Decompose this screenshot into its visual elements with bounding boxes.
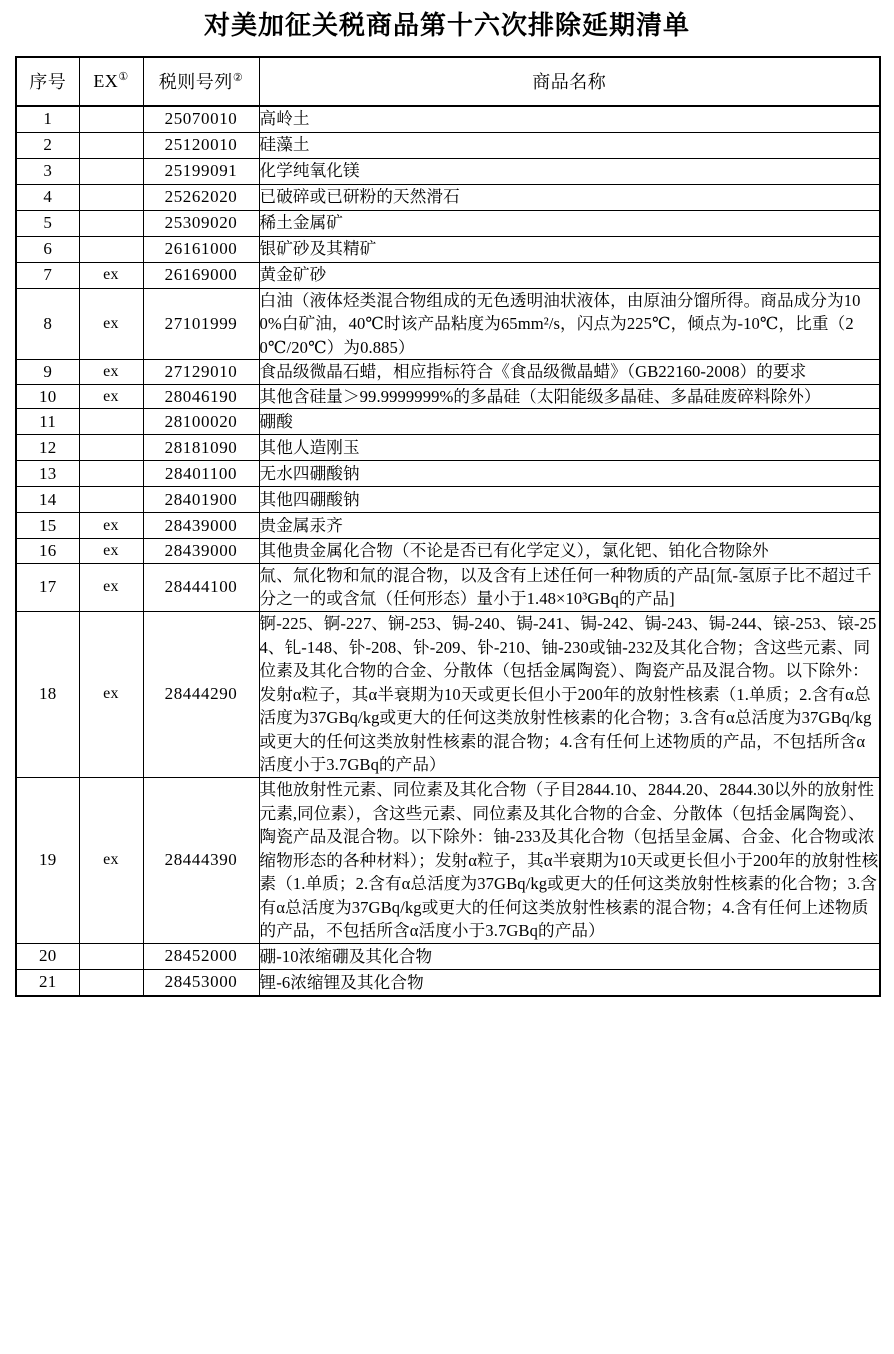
exclusion-list-table [15,56,881,997]
cell-commodity-name: 氚、氚化物和氚的混合物，以及含有上述任何一种物质的产品[氚-氢原子比不超过千分之一的或含氚（任何形态）量小于1.48×10³GBq的产品] [259,563,880,611]
column-header-tariff-code [143,57,259,106]
cell-sequence: 11 [16,409,79,435]
cell-ex-flag: ex [79,288,143,360]
cell-commodity-name: 锕-225、锕-227、锎-253、锔-240、锔-241、锔-242、锔-243、锔-244、锿-253、锿-254、钆-148、钋-208、钋-209、钋-210、铀-230或铀-232及其化合物；含这些元素、同位素及其化合物的合金、分散体（包括金属陶瓷）、陶瓷产品及混合物。以下除外：发射α粒子，其α半衰期为10天或更长但小于200年的放射性核素（1.单质；2.含有α总活度为37GBq/kg或更大的任何这类放射性核素的化合物；3.含有α总活度为37GBq/kg或更大的任何这类放射性核素的混合物；4.含有任何上述物质的产品，不包括所含α活度小于3.7GBq的产品） [259,612,880,778]
cell-sequence: 18 [16,612,79,778]
table-row [16,236,880,262]
cell-ex-flag: ex [79,513,143,539]
cell-sequence: 7 [16,262,79,288]
table-row [16,461,880,487]
cell-ex-flag [79,106,143,133]
cell-ex-flag: ex [79,777,143,943]
cell-sequence: 20 [16,943,79,969]
cell-sequence: 6 [16,236,79,262]
table-row [16,288,880,360]
cell-tariff-code: 28444100 [143,563,259,611]
cell-tariff-code: 25199091 [143,158,259,184]
cell-tariff-code: 28439000 [143,513,259,539]
cell-tariff-code: 25120010 [143,132,259,158]
cell-tariff-code: 28401900 [143,487,259,513]
cell-ex-flag: ex [79,262,143,288]
cell-tariff-code: 25309020 [143,210,259,236]
cell-tariff-code: 26161000 [143,236,259,262]
cell-sequence: 8 [16,288,79,360]
cell-tariff-code: 27129010 [143,360,259,385]
table-row [16,132,880,158]
cell-commodity-name: 稀土金属矿 [259,210,880,236]
column-header-sequence [16,57,79,106]
cell-tariff-code: 25070010 [143,106,259,133]
table-body [16,106,880,996]
cell-sequence: 5 [16,210,79,236]
cell-sequence: 10 [16,384,79,409]
cell-ex-flag [79,943,143,969]
cell-ex-flag [79,132,143,158]
cell-commodity-name: 贵金属汞齐 [259,513,880,539]
cell-tariff-code: 28444290 [143,612,259,778]
cell-commodity-name: 硼-10浓缩硼及其化合物 [259,943,880,969]
cell-ex-flag: ex [79,384,143,409]
cell-commodity-name: 化学纯氧化镁 [259,158,880,184]
cell-commodity-name: 其他含硅量＞99.9999999%的多晶硅（太阳能级多晶硅、多晶硅废碎料除外） [259,384,880,409]
cell-ex-flag: ex [79,563,143,611]
cell-ex-flag [79,184,143,210]
page-title: 对美加征关税商品第十六次排除延期清单 [203,10,690,40]
table-row [16,409,880,435]
cell-commodity-name: 银矿砂及其精矿 [259,236,880,262]
cell-ex-flag [79,236,143,262]
table-row [16,435,880,461]
cell-tariff-code: 28181090 [143,435,259,461]
column-header-commodity-name-label: 商品名称 [532,72,607,92]
cell-sequence: 4 [16,184,79,210]
cell-sequence: 21 [16,969,79,996]
column-header-tariff-code-label: 税则号列 [158,72,233,92]
cell-sequence: 12 [16,435,79,461]
cell-commodity-name: 硼酸 [259,409,880,435]
cell-ex-flag [79,969,143,996]
cell-commodity-name: 已破碎或已研粉的天然滑石 [259,184,880,210]
footnote-marker-2: ② [232,72,244,84]
cell-ex-flag [79,461,143,487]
table-row [16,969,880,996]
column-header-sequence-label: 序号 [29,72,67,92]
cell-commodity-name: 高岭土 [259,106,880,133]
cell-commodity-name: 无水四硼酸钠 [259,461,880,487]
cell-tariff-code: 28444390 [143,777,259,943]
table-header-row [16,57,880,106]
cell-tariff-code: 28452000 [143,943,259,969]
cell-tariff-code: 28453000 [143,969,259,996]
cell-ex-flag [79,210,143,236]
cell-sequence: 17 [16,563,79,611]
table-row [16,210,880,236]
column-header-ex [79,57,143,106]
table-row [16,487,880,513]
cell-commodity-name: 锂-6浓缩锂及其化合物 [259,969,880,996]
cell-tariff-code: 28100020 [143,409,259,435]
cell-ex-flag [79,435,143,461]
footnote-marker-1: ① [118,70,129,83]
cell-commodity-name: 白油（液体烃类混合物组成的无色透明油状液体，由原油分馏所得。商品成分为100%白矿油，40℃时该产品粘度为65mm²/s，闪点为225℃，倾点为-10℃，比重（20℃/20℃）为0.885） [259,288,880,360]
cell-commodity-name: 食品级微晶石蜡，相应指标符合《食品级微晶蜡》（GB22160-2008）的要求 [259,360,880,385]
cell-commodity-name: 其他人造刚玉 [259,435,880,461]
table-row [16,106,880,133]
cell-tariff-code: 25262020 [143,184,259,210]
cell-commodity-name: 其他贵金属化合物（不论是否已有化学定义），氯化钯、铂化合物除外 [259,539,880,564]
table-row [16,360,880,385]
cell-sequence: 16 [16,539,79,564]
cell-commodity-name: 其他放射性元素、同位素及其化合物（子目2844.10、2844.20、2844.30以外的放射性元素,同位素），含这些元素、同位素及其化合物的合金、分散体（包括金属陶瓷）、陶瓷产品及混合物。以下除外：铀-233及其化合物（包括呈金属、合金、化合物或浓缩物形态的各种材料）；发射α粒子，其α半衰期为10天或更长但小于200年的放射性核素（1.单质；2.含有α总活度为37GBq/kg或更大的任何这类放射性核素的化合物；3.含有α总活度为37GBq/kg或更大的任何这类放射性核素的混合物；4.含有任何上述物质的产品，不包括所含α活度小于3.7GBq的产品） [259,777,880,943]
cell-sequence: 15 [16,513,79,539]
table-row [16,943,880,969]
cell-tariff-code: 28046190 [143,384,259,409]
table-row [16,539,880,564]
cell-tariff-code: 28439000 [143,539,259,564]
cell-ex-flag: ex [79,539,143,564]
cell-sequence: 1 [16,106,79,133]
table-row [16,777,880,943]
cell-tariff-code: 26169000 [143,262,259,288]
table-row [16,612,880,778]
cell-ex-flag: ex [79,360,143,385]
cell-ex-flag [79,409,143,435]
cell-commodity-name: 黄金矿砂 [259,262,880,288]
table-row [16,513,880,539]
cell-sequence: 2 [16,132,79,158]
table-row [16,158,880,184]
table-row [16,563,880,611]
column-header-commodity-name [259,57,880,106]
cell-ex-flag [79,487,143,513]
table-row [16,262,880,288]
cell-commodity-name: 其他四硼酸钠 [259,487,880,513]
cell-sequence: 14 [16,487,79,513]
table-row [16,184,880,210]
cell-ex-flag: ex [79,612,143,778]
cell-tariff-code: 28401100 [143,461,259,487]
column-header-ex-label: EX [93,70,119,91]
table-row [16,384,880,409]
cell-ex-flag [79,158,143,184]
table-container [0,56,894,997]
cell-sequence: 9 [16,360,79,385]
cell-tariff-code: 27101999 [143,288,259,360]
cell-commodity-name: 硅藻土 [259,132,880,158]
cell-sequence: 13 [16,461,79,487]
table-header [16,57,880,106]
cell-sequence: 3 [16,158,79,184]
cell-sequence: 19 [16,777,79,943]
